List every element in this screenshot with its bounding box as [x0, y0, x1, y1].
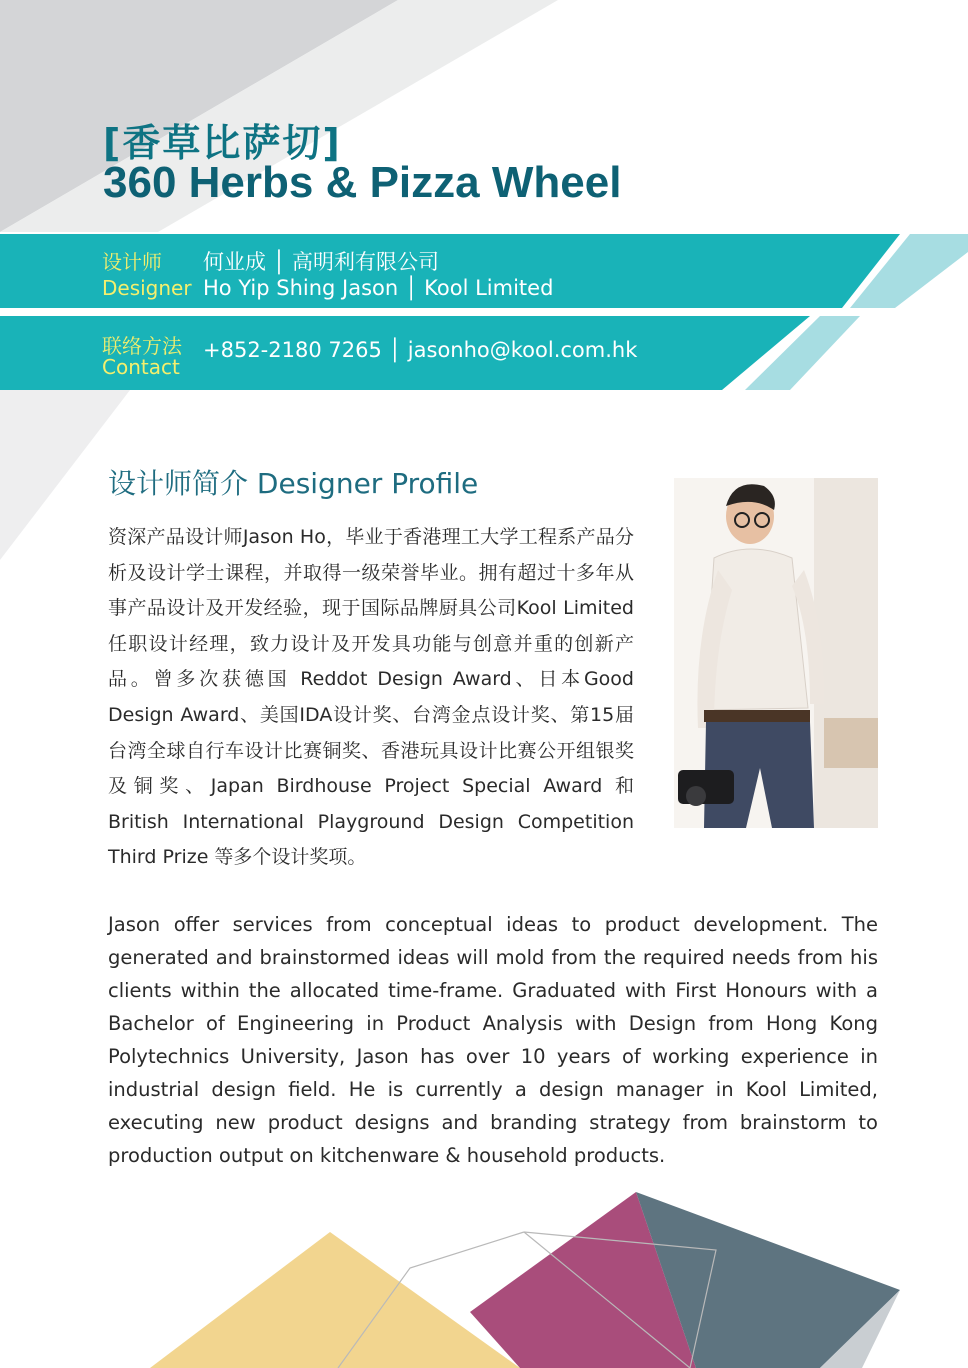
- designer-label-cn: 设计师: [102, 250, 162, 274]
- yellow-triangle: [150, 1232, 520, 1368]
- page-title-english: 360 Herbs & Pizza Wheel: [103, 158, 622, 207]
- designer-value-cn: 何业成 │ 高明利有限公司: [203, 250, 439, 274]
- page-title-chinese: [香草比萨切]: [103, 121, 342, 165]
- contact-label-cn: 联络方法: [102, 334, 182, 358]
- profile-heading: 设计师简介 Designer Profile: [108, 467, 479, 500]
- profile-text-english: Jason offer services from conceptual ideas to product development. The generated and brainstormed ideas will mold from the required needs from his clients within the allocated time-frame. Graduated with First Honours with a Bachelor of Engineering in Product Analysis with Design from Hong Kong Polytechnics University, Jason has over 10 years of working experience in industrial design field. He is currently a design manager in Kool Limited, executing new product designs and branding strategy from brainstorm to production output on kitchenware & household products.: [108, 913, 878, 1167]
- designer-value-en: Ho Yip Shing Jason │ Kool Limited: [203, 276, 554, 300]
- contact-value: +852-2180 7265 │ jasonho@kool.com.hk: [203, 338, 638, 362]
- profile-text-chinese: 资深产品设计师Jason Ho，毕业于香港理工大学工程系产品分析及设计学士课程，并取得一级荣誉毕业。拥有超过十多年从事产品设计及开发经验，现于国际品牌厨具公司Kool Limited任职设计经理，致力设计及开发具功能与创意并重的创新产品。曾多次获德国 Reddot Design Award、日本Good Design Award、美国IDA设计奖、台湾金点设计奖、第15届台湾全球自行车设计比赛铜奖、香港玩具设计比赛公开组银奖及铜奖、Japan Birdhouse Project Special Award 和 British International Playground Design Competition Third Prize 等多个设计奖项。: [108, 526, 634, 869]
- designer-label-en: Designer: [102, 276, 192, 300]
- contact-label-en: Contact: [102, 355, 180, 379]
- designer-photo: [674, 478, 878, 828]
